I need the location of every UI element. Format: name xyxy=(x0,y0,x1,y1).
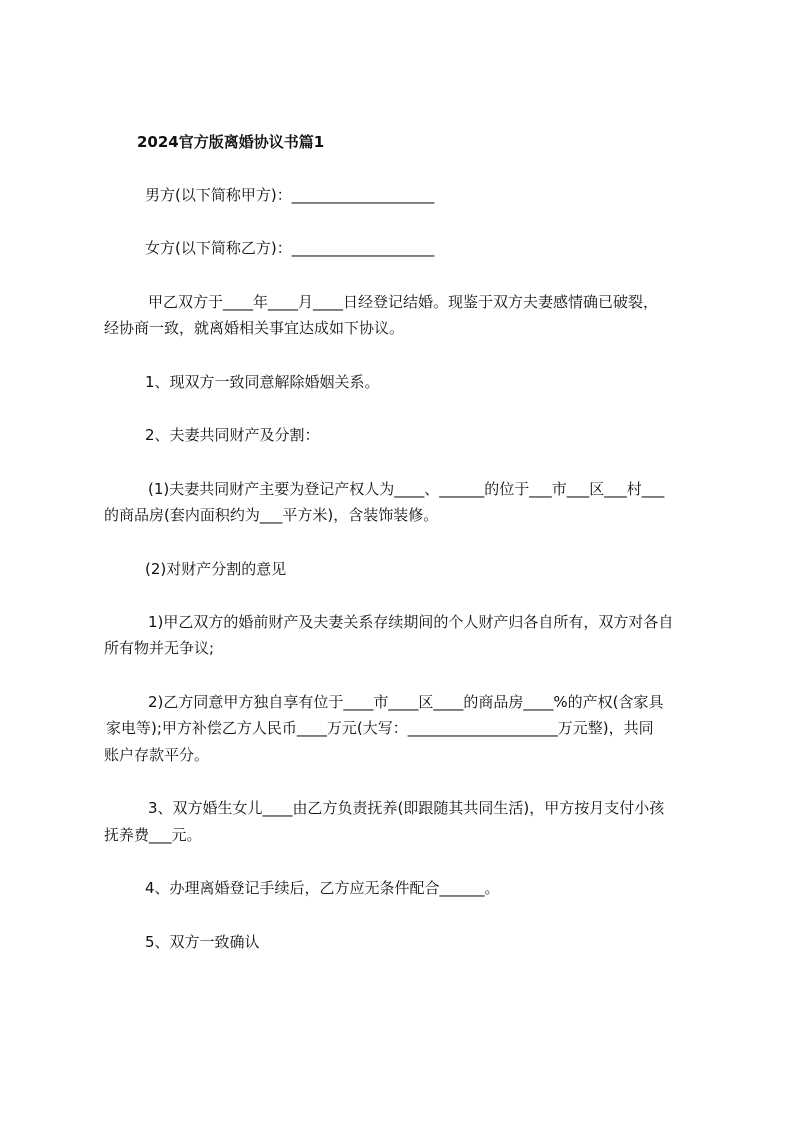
intro-line-1: 甲乙双方于____年____月____日经登记结婚。现鉴于双方夫妻感情确已破裂， xyxy=(148,293,659,311)
clause-3-line-2: 抚养费___元。 xyxy=(104,826,202,844)
clause-5: 5、双方一致确认 xyxy=(145,933,260,951)
clause-2-1-line-2: 的商品房(套内面积约为___平方米)，含装饰装修。 xyxy=(104,506,439,524)
clause-2-1-line-1: (1)夫妻共同财产主要为登记产权人为____、______的位于___市___区___村___ xyxy=(148,480,665,498)
item-1-line-1: 1)甲乙双方的婚前财产及夫妻关系存续期间的个人财产归各自所有，双方对各自 xyxy=(148,613,674,631)
item-2-line-1: 2)乙方同意甲方独自享有位于____市____区____的商品房____%的产权(含家具 xyxy=(148,693,664,711)
intro-line-2: 经协商一致，就离婚相关事宜达成如下协议。 xyxy=(104,319,405,337)
item-2-line-3: 账户存款平分。 xyxy=(104,746,210,764)
document-title: 2024官方版离婚协议书篇1 xyxy=(137,133,325,151)
item-1-line-2: 所有物并无争议; xyxy=(104,639,215,657)
clause-1: 1、现双方一致同意解除婚姻关系。 xyxy=(145,373,380,391)
item-2-line-2: 家电等);甲方补偿乙方人民币____万元(大写：____________________万元整)，共同 xyxy=(106,719,654,737)
female-party-line: 女方(以下简称乙方)：___________________ xyxy=(145,239,435,257)
male-party-line: 男方(以下简称甲方)：___________________ xyxy=(145,186,435,204)
clause-2-heading: 2、夫妻共同财产及分割： xyxy=(145,426,320,444)
clause-4: 4、办理离婚登记手续后，乙方应无条件配合______。 xyxy=(145,879,500,897)
clause-3-line-1: 3、双方婚生女儿____由乙方负责抚养(即跟随其共同生活)，甲方按月支付小孩 xyxy=(148,799,665,817)
clause-2-2-heading: (2)对财产分割的意见 xyxy=(145,560,287,578)
